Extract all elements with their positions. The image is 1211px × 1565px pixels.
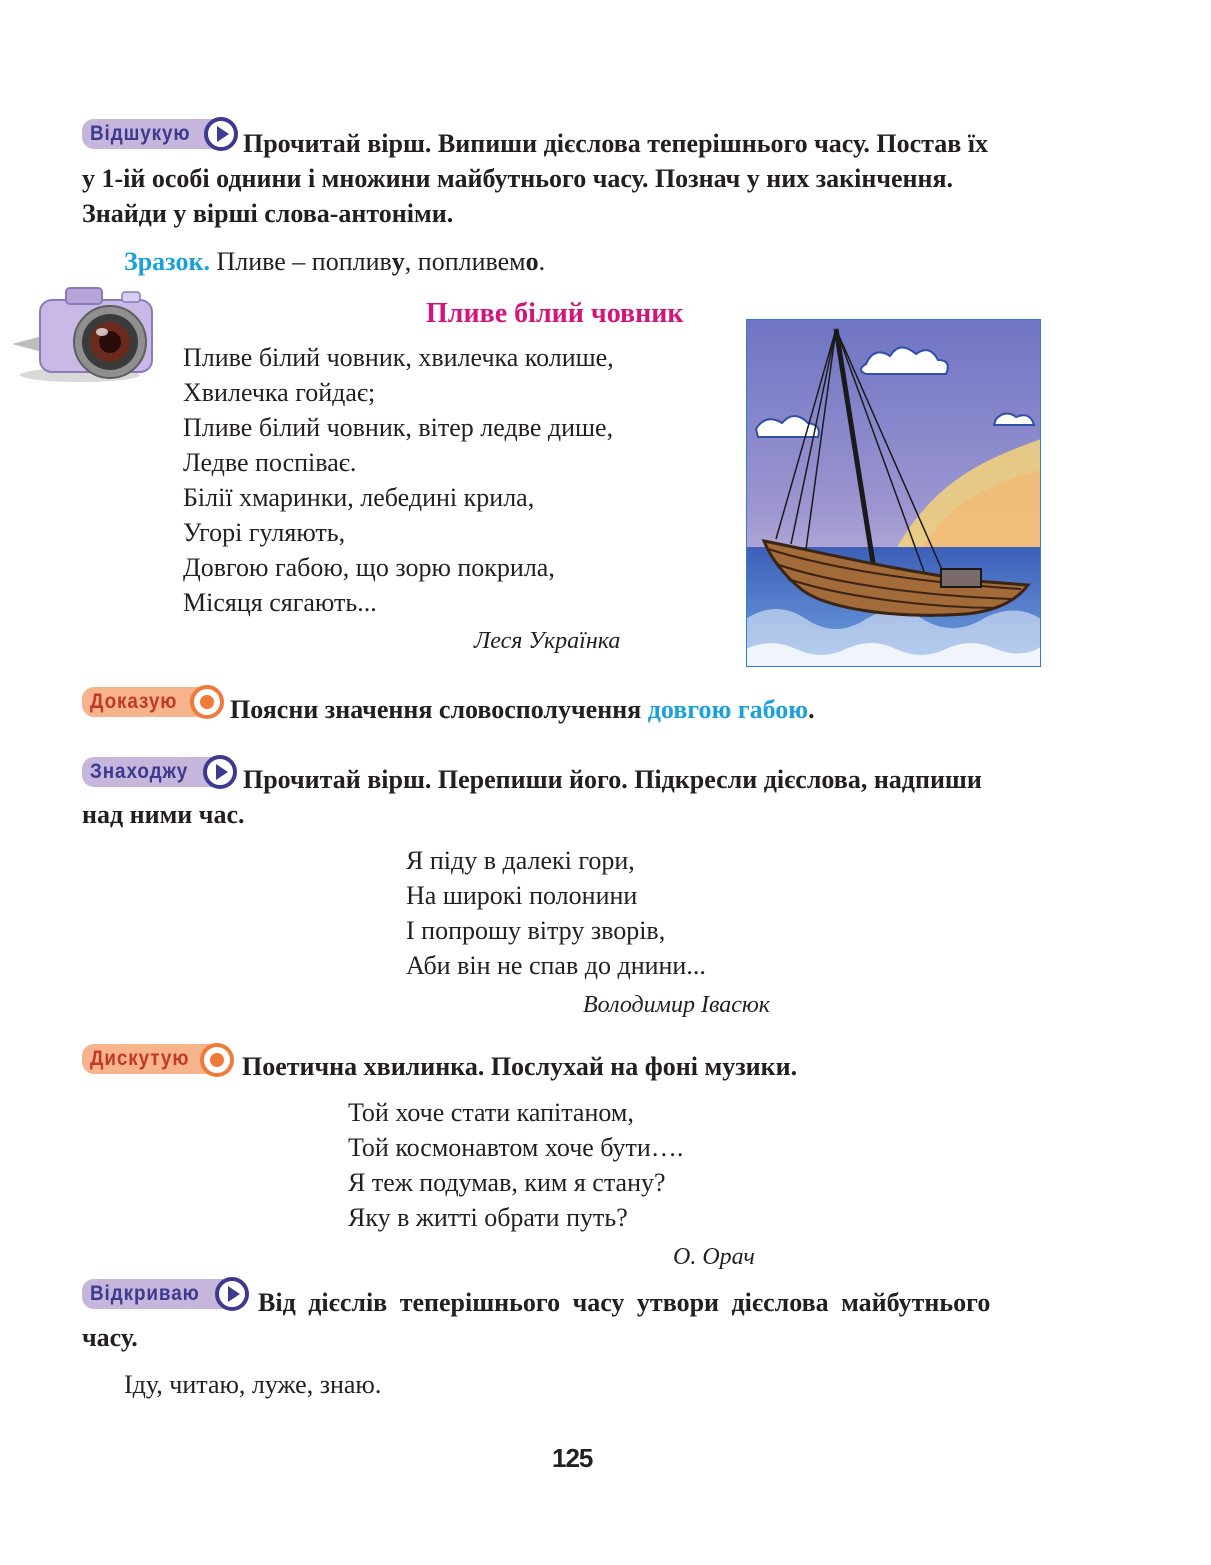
sample-text: , попливем — [404, 247, 526, 276]
poem-line: І попрошу вітру зворів, — [406, 916, 666, 945]
badge-vidkryvayu: Відкриваю — [82, 1279, 232, 1309]
sample-text: . — [538, 247, 546, 276]
poem-line: Хвилечка гойдає; — [183, 378, 376, 407]
sample-label: Зразок. — [124, 247, 210, 276]
badge-vidshukuyu: Відшукую — [82, 119, 222, 149]
badge-dyskutuyu: Дискутую — [82, 1044, 214, 1074]
task-text: часу. — [82, 1323, 138, 1352]
poem-line: Довгою габою, що зорю покрила, — [183, 553, 555, 582]
badge-znakhodzhu: Знаходжу — [82, 757, 222, 787]
record-circle-icon — [190, 685, 224, 719]
task-text: Від дієслів теперішнього часу утвори дієслова майбутнього — [258, 1288, 991, 1317]
play-circle-icon — [215, 1277, 249, 1311]
poem-author: Володимир Івасюк — [583, 992, 771, 1018]
poem-line: Я піду в далекі гори, — [406, 846, 635, 875]
highlight-phrase: довгою габою — [647, 695, 809, 724]
poem-line: Той хоче стати капітаном, — [348, 1098, 634, 1127]
poem-line: Ледве поспіває. — [183, 448, 357, 477]
sailboat-illustration — [746, 319, 1041, 667]
badge-dokazuyu: Доказую — [82, 687, 212, 717]
sample-ending: у — [391, 247, 405, 276]
sample-ending: о — [525, 247, 539, 276]
task-text: Знайди у вірші слова-антоніми. — [82, 199, 454, 228]
page-number: 125 — [552, 1443, 593, 1473]
poem-line: Той космонавтом хоче бути…. — [348, 1133, 684, 1162]
exercise-words: Іду, читаю, луже, знаю. — [124, 1370, 382, 1399]
poem-1 — [183, 340, 614, 620]
play-circle-icon — [203, 755, 237, 789]
poem-line: Білії хмаринки, лебедині крила, — [183, 483, 535, 512]
poem-title: Пливе білий човник — [426, 298, 684, 329]
poem-line: Пливе білий човник, вітер ледве дише, — [183, 413, 614, 442]
poem-line: Яку в житті обрати путь? — [348, 1203, 628, 1232]
task-text: Прочитай вірш. Випиши дієслова теперішнього часу. Постав їх — [243, 129, 988, 158]
sample-text: Пливе – поплив — [216, 247, 392, 276]
poem-line: Місяця сягають... — [183, 588, 377, 617]
poem-line: Пливе білий човник, хвилечка колише, — [183, 343, 614, 372]
poem-line: Я теж подумав, ким я стану? — [348, 1168, 666, 1197]
poem-3 — [348, 1095, 683, 1235]
poem-line: Аби він не спав до днини... — [406, 951, 706, 980]
poem-2 — [406, 843, 706, 983]
task-text: Поетична хвилинка. Послухай на фоні музики. — [242, 1052, 798, 1081]
camera-icon — [10, 280, 160, 385]
poem-author: О. Орач — [673, 1244, 755, 1270]
poem-line: Угорі гуляють, — [183, 518, 346, 547]
task-text: Прочитай вірш. Перепиши його. Підкресли дієслова, надпиши — [243, 765, 982, 794]
task-text: над ними час. — [82, 800, 245, 829]
task-text: Поясни значення словосполучення довгою габою. — [230, 695, 815, 724]
task-text: у 1-ій особі однини і множини майбутнього часу. Познач у них закінчення. — [82, 164, 954, 193]
poem-line: На широкі полонини — [406, 881, 638, 910]
sample-line — [124, 244, 545, 279]
record-circle-icon — [200, 1043, 234, 1077]
poem-author: Леся Українка — [474, 628, 621, 654]
play-circle-icon — [204, 117, 238, 151]
